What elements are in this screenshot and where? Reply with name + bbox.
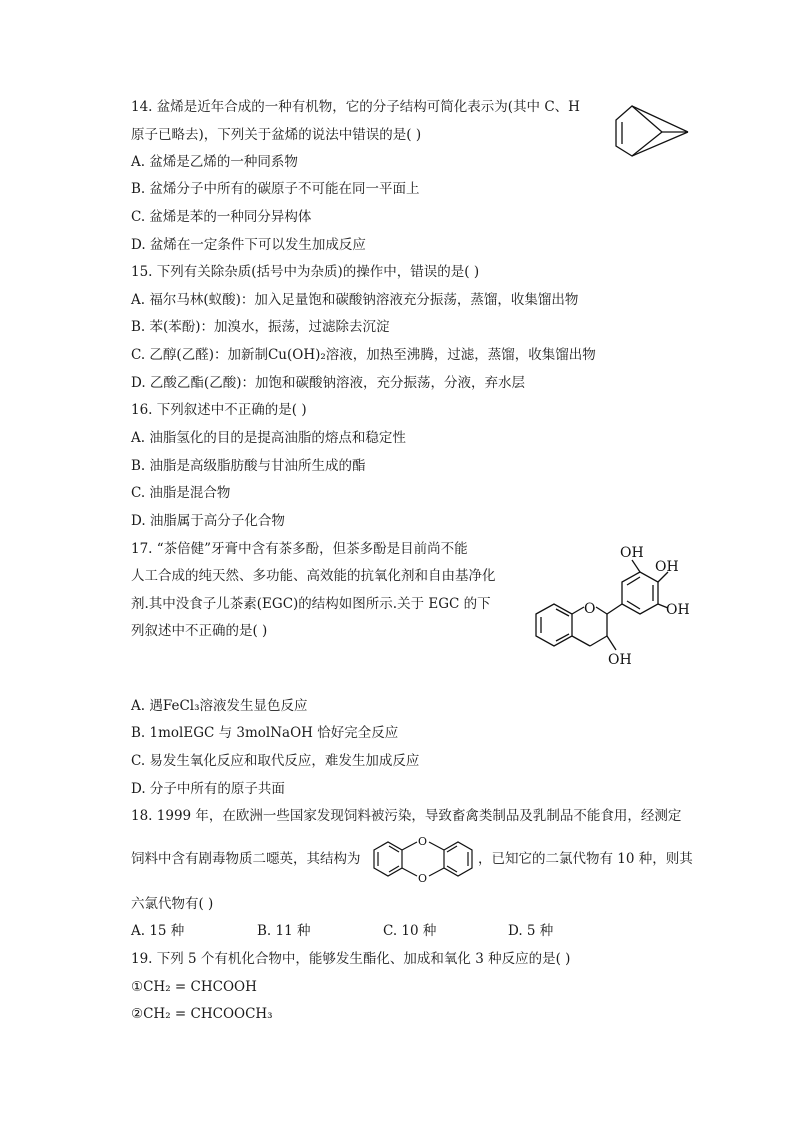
q14-option-a: A. 盆烯是乙烯的一种同系物 — [131, 154, 298, 170]
benzvalene-structure-diagram — [610, 100, 694, 162]
q17-option-d: D. 分子中所有的原子共面 — [131, 781, 285, 797]
q14-option-b: B. 盆烯分子中所有的碳原子不可能在同一平面上 — [131, 181, 420, 197]
q14-option-c: C. 盆烯是苯的一种同分异构体 — [131, 209, 312, 225]
q16-stem: 16. 下列叙述中不正确的是( ) — [131, 402, 307, 418]
q14-stem-line2: 原子已略去)，下列关于盆烯的说法中错误的是( ) — [131, 127, 422, 143]
dioxin-structure-diagram — [370, 832, 476, 886]
q18-stem-line3: 六氯代物有( ) — [131, 896, 214, 912]
q18-stem-line2-left: 饲料中含有剧毒物质二噁英，其结构为 — [131, 851, 361, 867]
q19-stem: 19. 下列 5 个有机化合物中，能够发生酯化、加成和氧化 3 种反应的是( ) — [131, 951, 571, 967]
q17-stem-line2: 人工合成的纯天然、多功能、高效能的抗氧化剂和自由基净化 — [131, 568, 496, 584]
q15-option-a: A. 福尔马林(蚁酸)：加入足量饱和碳酸钠溶液充分振荡，蒸馏，收集馏出物 — [131, 292, 579, 308]
egc-oh-label-upper-right: OH — [655, 559, 679, 575]
egc-oh-label-bottom: OH — [608, 652, 632, 668]
q17-stem-line1: 17. “茶倍健”牙膏中含有茶多酚，但茶多酚是目前尚不能 — [131, 541, 468, 557]
q18-option-d: D. 5 种 — [508, 923, 554, 939]
q17-stem-line3: 剂.其中没食子儿茶素(EGC)的结构如图所示.关于 EGC 的下 — [131, 596, 491, 612]
q19-item-2: ②CH₂ = CHCOOCH₃ — [131, 1006, 273, 1022]
q17-option-a: A. 遇FeCl₃溶液发生显色反应 — [131, 698, 308, 714]
q19-item-1: ①CH₂ = CHCOOH — [131, 979, 257, 995]
dioxin-oxygen-label-bottom: O — [418, 872, 428, 885]
q18-stem-line2-right: ，已知它的二氯代物有 10 种，则其 — [478, 851, 693, 867]
q18-option-a: A. 15 种 — [131, 923, 185, 939]
egc-oh-label-top: OH — [620, 545, 644, 561]
egc-structure-diagram — [512, 538, 702, 674]
q15-option-b: B. 苯(苯酚)：加溴水，振荡，过滤除去沉淀 — [131, 319, 390, 335]
q17-stem-line4: 列叙述中不正确的是( ) — [131, 623, 268, 639]
q14-stem-line1: 14. 盆烯是近年合成的一种有机物，它的分子结构可简化表示为(其中 C、H — [131, 99, 580, 115]
q14-option-d: D. 盆烯在一定条件下可以发生加成反应 — [131, 237, 366, 253]
q18-stem-line1: 18. 1999 年，在欧洲一些国家发现饲料被污染，导致畜禽类制品及乳制品不能食用，经测定 — [131, 808, 682, 824]
q15-stem: 15. 下列有关除杂质(括号中为杂质)的操作中，错误的是( ) — [131, 264, 480, 280]
q18-option-c: C. 10 种 — [383, 923, 437, 939]
q15-option-c: C. 乙醇(乙醛)：加新制Cu(OH)₂溶液，加热至沸腾，过滤，蒸馏，收集馏出物 — [131, 347, 596, 363]
q16-option-d: D. 油脂属于高分子化合物 — [131, 513, 285, 529]
q17-option-b: B. 1molEGC 与 3molNaOH 恰好完全反应 — [131, 725, 399, 741]
q18-option-b: B. 11 种 — [257, 923, 311, 939]
q15-option-d: D. 乙酸乙酯(乙酸)：加饱和碳酸钠溶液，充分振荡，分液，弃水层 — [131, 375, 525, 391]
q16-option-c: C. 油脂是混合物 — [131, 485, 231, 501]
egc-ring-oxygen-label: O — [584, 601, 596, 617]
q16-option-b: B. 油脂是高级脂肪酸与甘油所生成的酯 — [131, 458, 366, 474]
egc-oh-label-right: OH — [666, 602, 690, 618]
q17-option-c: C. 易发生氧化反应和取代反应，难发生加成反应 — [131, 753, 420, 769]
dioxin-oxygen-label-top: O — [418, 835, 428, 848]
q16-option-a: A. 油脂氢化的目的是提高油脂的熔点和稳定性 — [131, 430, 406, 446]
